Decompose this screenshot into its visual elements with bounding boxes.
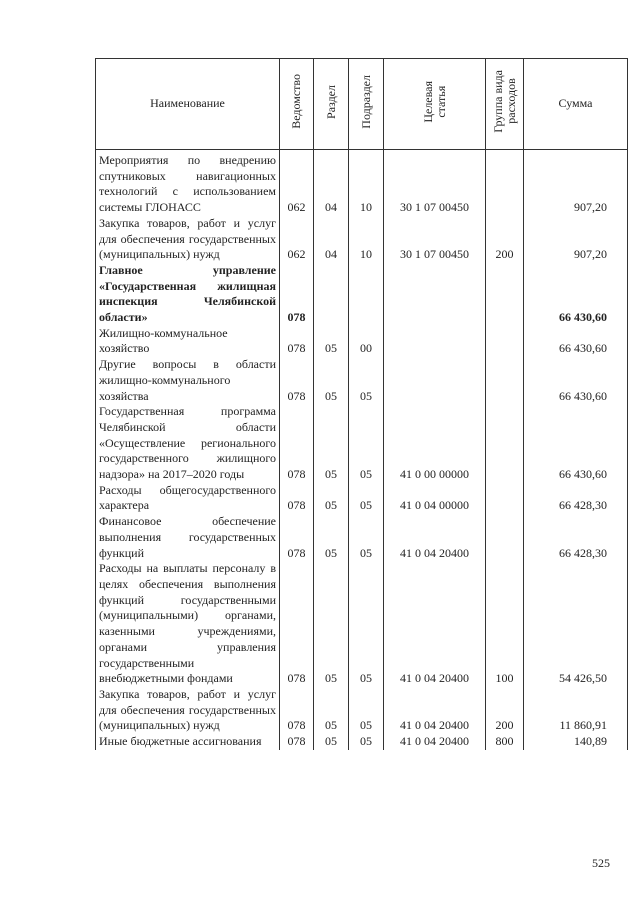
- row-group: [486, 263, 524, 326]
- row-subsection: 10: [349, 150, 384, 216]
- row-sum: 66 430,60: [524, 357, 628, 404]
- row-subsection: [349, 263, 384, 326]
- row-target: 41 0 04 00000: [384, 483, 486, 514]
- header-sum: Сумма: [524, 59, 628, 150]
- row-section: 04: [314, 216, 349, 263]
- row-section: 05: [314, 561, 349, 687]
- row-target: [384, 326, 486, 357]
- row-dept: 078: [280, 514, 314, 561]
- row-subsection: 10: [349, 216, 384, 263]
- row-subsection: 05: [349, 734, 384, 750]
- row-sum: 140,89: [524, 734, 628, 750]
- header-group: Группа вида расходов: [486, 59, 524, 150]
- row-subsection: 00: [349, 326, 384, 357]
- header-subsection: Подраздел: [349, 59, 384, 150]
- budget-table: [95, 58, 628, 750]
- header-section: Раздел: [314, 59, 349, 150]
- row-name: Мероприятия по внедрению спутниковых навигационных технологий с использованием системы ГЛОНАСС: [96, 150, 280, 216]
- row-sum: 907,20: [524, 150, 628, 216]
- row-group: [486, 357, 524, 404]
- row-dept: 078: [280, 263, 314, 326]
- row-group: 200: [486, 687, 524, 734]
- row-name: Закупка товаров, работ и услуг для обеспечения государственных (муниципальных) нужд: [96, 687, 280, 734]
- row-group: [486, 326, 524, 357]
- row-subsection: 05: [349, 357, 384, 404]
- row-dept: 062: [280, 216, 314, 263]
- row-group: [486, 514, 524, 561]
- row-name: Главное управление «Государственная жилищная инспекция Челябинской области»: [96, 263, 280, 326]
- row-dept: 078: [280, 326, 314, 357]
- row-target: 41 0 04 20400: [384, 734, 486, 750]
- row-target: 41 0 00 00000: [384, 404, 486, 483]
- row-section: 05: [314, 326, 349, 357]
- row-dept: 078: [280, 734, 314, 750]
- table-row: [96, 734, 628, 750]
- row-section: 05: [314, 687, 349, 734]
- row-dept: 078: [280, 561, 314, 687]
- row-subsection: 05: [349, 687, 384, 734]
- row-subsection: 05: [349, 514, 384, 561]
- row-group: [486, 404, 524, 483]
- row-sum: 66 430,60: [524, 404, 628, 483]
- row-name: Иные бюджетные ассигнования: [96, 734, 280, 750]
- row-group: 200: [486, 216, 524, 263]
- row-dept: 078: [280, 687, 314, 734]
- row-group: 800: [486, 734, 524, 750]
- page-number: 525: [592, 856, 610, 870]
- row-dept: 078: [280, 483, 314, 514]
- table-row: [96, 483, 628, 514]
- row-sum: 66 430,60: [524, 326, 628, 357]
- row-sum: 11 860,91: [524, 687, 628, 734]
- row-name: Финансовое обеспечение выполнения государственных функций: [96, 514, 280, 561]
- row-subsection: 05: [349, 404, 384, 483]
- table-row: [96, 263, 628, 326]
- row-target: 30 1 07 00450: [384, 216, 486, 263]
- row-name: Жилищно-коммунальное хозяйство: [96, 326, 280, 357]
- table-row: [96, 216, 628, 263]
- row-dept: 078: [280, 404, 314, 483]
- row-name: Другие вопросы в области жилищно-коммунального хозяйства: [96, 357, 280, 404]
- row-sum: 66 428,30: [524, 514, 628, 561]
- row-group: 100: [486, 561, 524, 687]
- row-name: Закупка товаров, работ и услуг для обеспечения государственных (муниципальных) нужд: [96, 216, 280, 263]
- row-target: 41 0 04 20400: [384, 561, 486, 687]
- row-name: Государственная программа Челябинской области «Осуществление регионального государственного жилищного надзора» на 2017–2020 годы: [96, 404, 280, 483]
- table-row: [96, 326, 628, 357]
- row-section: 04: [314, 150, 349, 216]
- header-dept: Ведомство: [280, 59, 314, 150]
- header-target: Целевая статья: [384, 59, 486, 150]
- table-header-row: [96, 59, 628, 150]
- row-dept: 078: [280, 357, 314, 404]
- table-row: [96, 357, 628, 404]
- row-group: [486, 483, 524, 514]
- header-name: Наименование: [96, 59, 280, 150]
- row-sum: 66 430,60: [524, 263, 628, 326]
- row-section: [314, 263, 349, 326]
- row-subsection: 05: [349, 483, 384, 514]
- table-body: [96, 150, 628, 750]
- table-row: [96, 514, 628, 561]
- row-section: 05: [314, 357, 349, 404]
- row-group: [486, 150, 524, 216]
- table-row: [96, 150, 628, 216]
- row-subsection: 05: [349, 561, 384, 687]
- row-sum: 66 428,30: [524, 483, 628, 514]
- row-sum: 54 426,50: [524, 561, 628, 687]
- row-target: [384, 263, 486, 326]
- table-row: [96, 561, 628, 687]
- row-dept: 062: [280, 150, 314, 216]
- row-name: Расходы на выплаты персоналу в целях обеспечения выполнения функций государственными (муниципальными) органами, казенными учреждениями, органами управления государственными внебюджетными фондами: [96, 561, 280, 687]
- table-row: [96, 687, 628, 734]
- row-name: Расходы общегосударственного характера: [96, 483, 280, 514]
- row-section: 05: [314, 483, 349, 514]
- row-section: 05: [314, 514, 349, 561]
- row-target: 41 0 04 20400: [384, 687, 486, 734]
- row-section: 05: [314, 734, 349, 750]
- row-target: 41 0 04 20400: [384, 514, 486, 561]
- row-target: 30 1 07 00450: [384, 150, 486, 216]
- row-sum: 907,20: [524, 216, 628, 263]
- row-section: 05: [314, 404, 349, 483]
- table-row: [96, 404, 628, 483]
- row-target: [384, 357, 486, 404]
